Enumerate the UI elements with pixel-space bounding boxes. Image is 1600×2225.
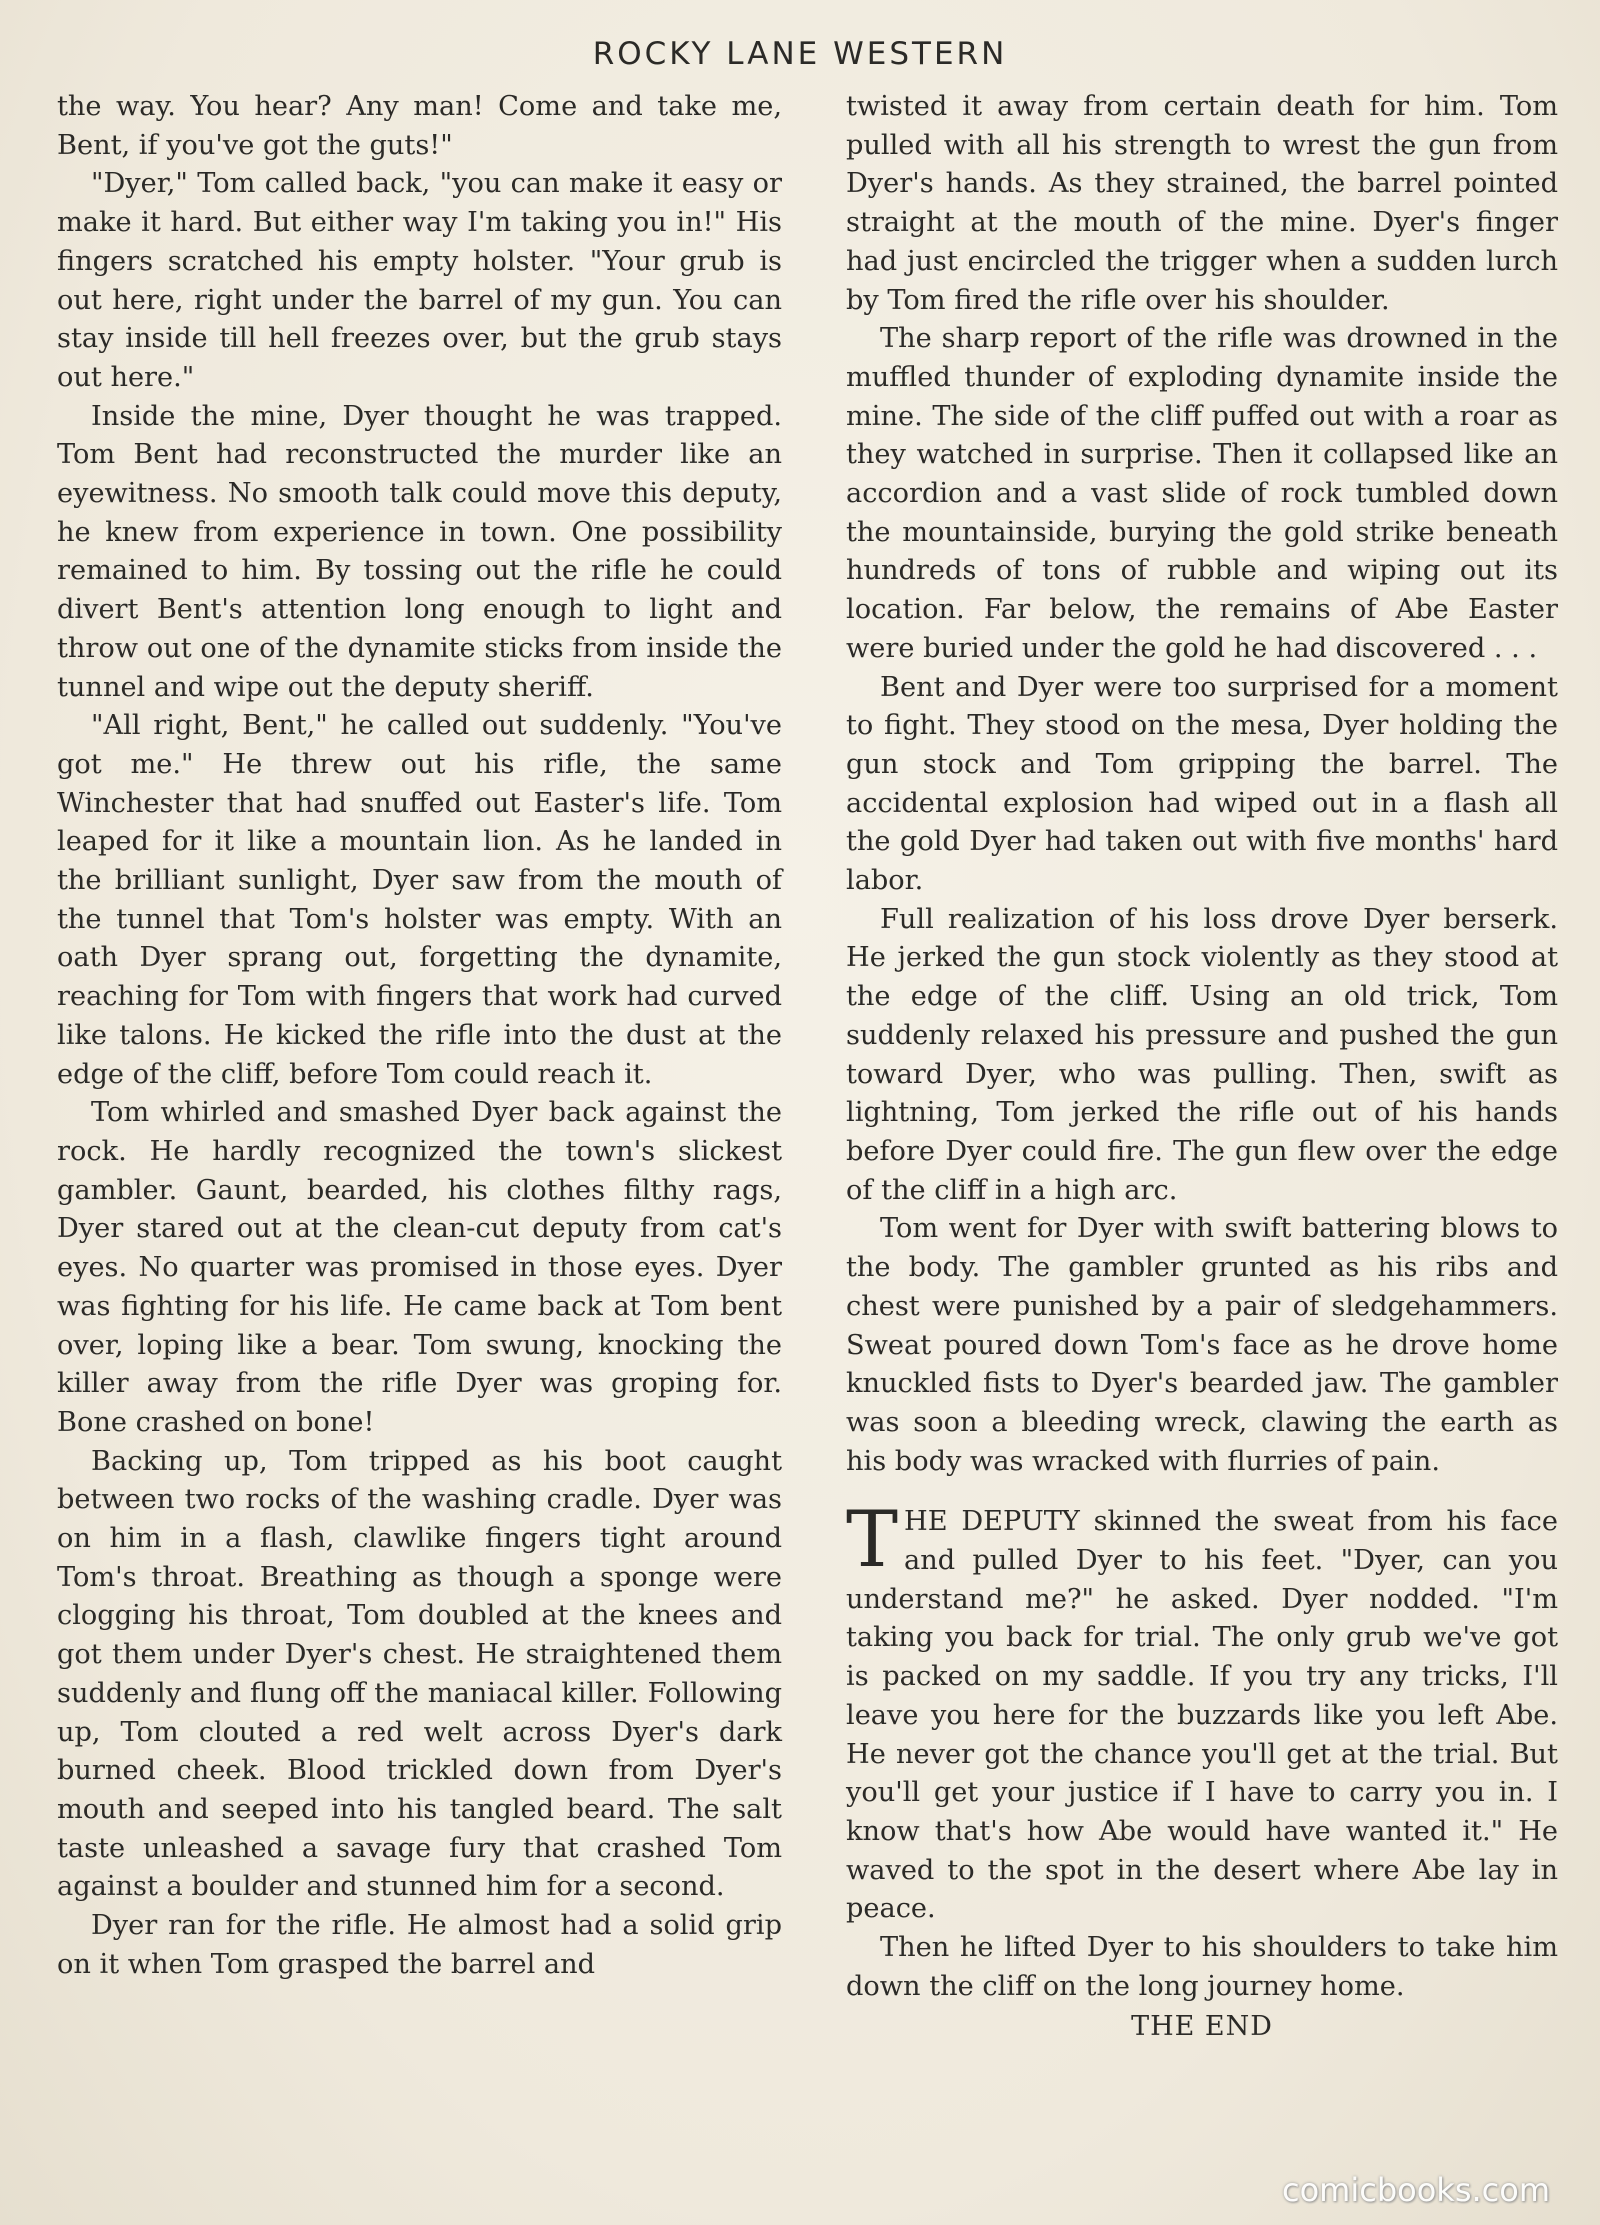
paragraph: Backing up, Tom tripped as his boot caught between two rocks of the washing cradle. Dyer was on him in a flash, clawlike fingers tight around Tom's throat. Breathing as though a sponge were clogging his throat, Tom doubled at the knees and got them under Dyer's chest. He straightened them suddenly and flung off the maniacal killer. Following up, Tom clouted a red welt across Dyer's dark burned cheek. Blood trickled down from Dyer's mouth and seeped into his tangled beard. The salt taste unleashed a savage fury that crashed Tom against a boulder and stunned him for a second. <box>57 1445 782 1903</box>
paragraph-text: HE DEPUTY skinned the sweat from his face and pulled Dyer to his feet. "Dyer, can you understand me?" he asked. Dyer nodded. "I'm taking you back for trial. The only grub we've got is packed on my saddle. If you try any tricks, I'll leave you here for the buzzards like you left Abe. He never got the chance you'll get at the trial. But you'll get your justice if I have to carry you in. I know that's how Abe would have wanted it." He waved to the spot in the desert where Abe lay in peace. <box>846 1506 1558 1925</box>
paragraph: Tom whirled and smashed Dyer back against the rock. He hardly recognized the town's slickest gambler. Gaunt, bearded, his clothes filthy rags, Dyer stared out at the clean-cut deputy from cat's eyes. No quarter was promised in those eyes. Dyer was fighting for his life. He came back at Tom bent over, loping like a bear. Tom swung, knocking the killer away from the rifle Dyer was groping for. Bone crashed on bone! <box>57 1097 782 1438</box>
paragraph: Dyer ran for the rifle. He almost had a solid grip on it when Tom grasped the barrel and <box>57 1910 782 1980</box>
paragraph: Tom went for Dyer with swift battering blows to the body. The gambler grunted as his ribs and chest were punished by a pair of sledgehammers. Sweat poured down Tom's face as he drove home knuckled fists to Dyer's bearded jaw. The gambler was soon a bleeding wreck, clawing the earth as his body was wracked with flurries of pain. <box>846 1213 1558 1477</box>
right-column <box>846 88 1558 2047</box>
the-end-label: THE END <box>1131 2011 1273 2043</box>
paragraph: twisted it away from certain death for him. Tom pulled with all his strength to wrest the gun from Dyer's hands. As they strained, the barrel pointed straight at the mouth of the mine. Dyer's finger had just encircled the trigger when a sudden lurch by Tom fired the rifle over his shoulder. <box>846 91 1558 316</box>
watermark: comicbooks.com <box>1281 2171 1550 2209</box>
paragraph: Bent and Dyer were too surprised for a moment to fight. They stood on the mesa, Dyer holding the gun stock and Tom gripping the barrel. The accidental explosion had wiped out in a flash all the gold Dyer had taken out with five months' hard labor. <box>846 671 1558 897</box>
paragraph: Then he lifted Dyer to his shoulders to take him down the cliff on the long journey home. <box>846 1932 1558 2002</box>
paragraph: Full realization of his loss drove Dyer berserk. He jerked the gun stock violently as they stood at the edge of the cliff. Using an old trick, Tom suddenly relaxed his pressure and pushed the gun toward Dyer, who was pulling. Then, swift as lightning, Tom jerked the rifle out of his hands before Dyer could fire. The gun flew over the edge of the cliff in a high arc. <box>846 903 1558 1206</box>
page-header: ROCKY LANE WESTERN <box>592 36 1008 72</box>
section-paragraph <box>846 1495 1558 1929</box>
paragraph: "Dyer," Tom called back, "you can make it easy or make it hard. But either way I'm taking you in!" His fingers scratched his empty holster. "Your grub is out here, right under the barrel of my gun. You can stay inside till hell freezes over, but the grub stays out here." <box>57 168 782 393</box>
paragraph: the way. You hear? Any man! Come and take me, Bent, if you've got the guts!" <box>57 91 782 161</box>
paragraph: Inside the mine, Dyer thought he was trapped. Tom Bent had reconstructed the murder like an eyewitness. No smooth talk could move this deputy, he knew from experience in town. One possibility remained to him. By tossing out the rifle he could divert Bent's attention long enough to light and throw out one of the dynamite sticks from inside the tunnel and wipe out the deputy sheriff. <box>57 400 782 703</box>
paragraph: "All right, Bent," he called out suddenly. "You've got me." He threw out his rifle, the same Winchester that had snuffed out Easter's life. Tom leaped for it like a mountain lion. As he landed in the brilliant sunlight, Dyer saw from the mouth of the tunnel that Tom's holster was empty. With an oath Dyer sprang out, forgetting the dynamite, reaching for Tom with fingers that work had curved like talons. He kicked the rifle into the dust at the edge of the cliff, before Tom could reach it. <box>57 710 782 1090</box>
drop-cap: T <box>846 1495 899 1586</box>
paragraph: The sharp report of the rifle was drowned in the muffled thunder of exploding dynamite inside the mine. The side of the cliff puffed out with a roar as they watched in surprise. Then it collapsed like an accordion and a vast slide of rock tumbled down the mountainside, burying the gold strike beneath hundreds of tons of rubble and wiping out its location. Far below, the remains of Abe Easter were buried under the gold he had discovered . . . <box>846 323 1558 664</box>
left-column <box>57 88 782 1984</box>
